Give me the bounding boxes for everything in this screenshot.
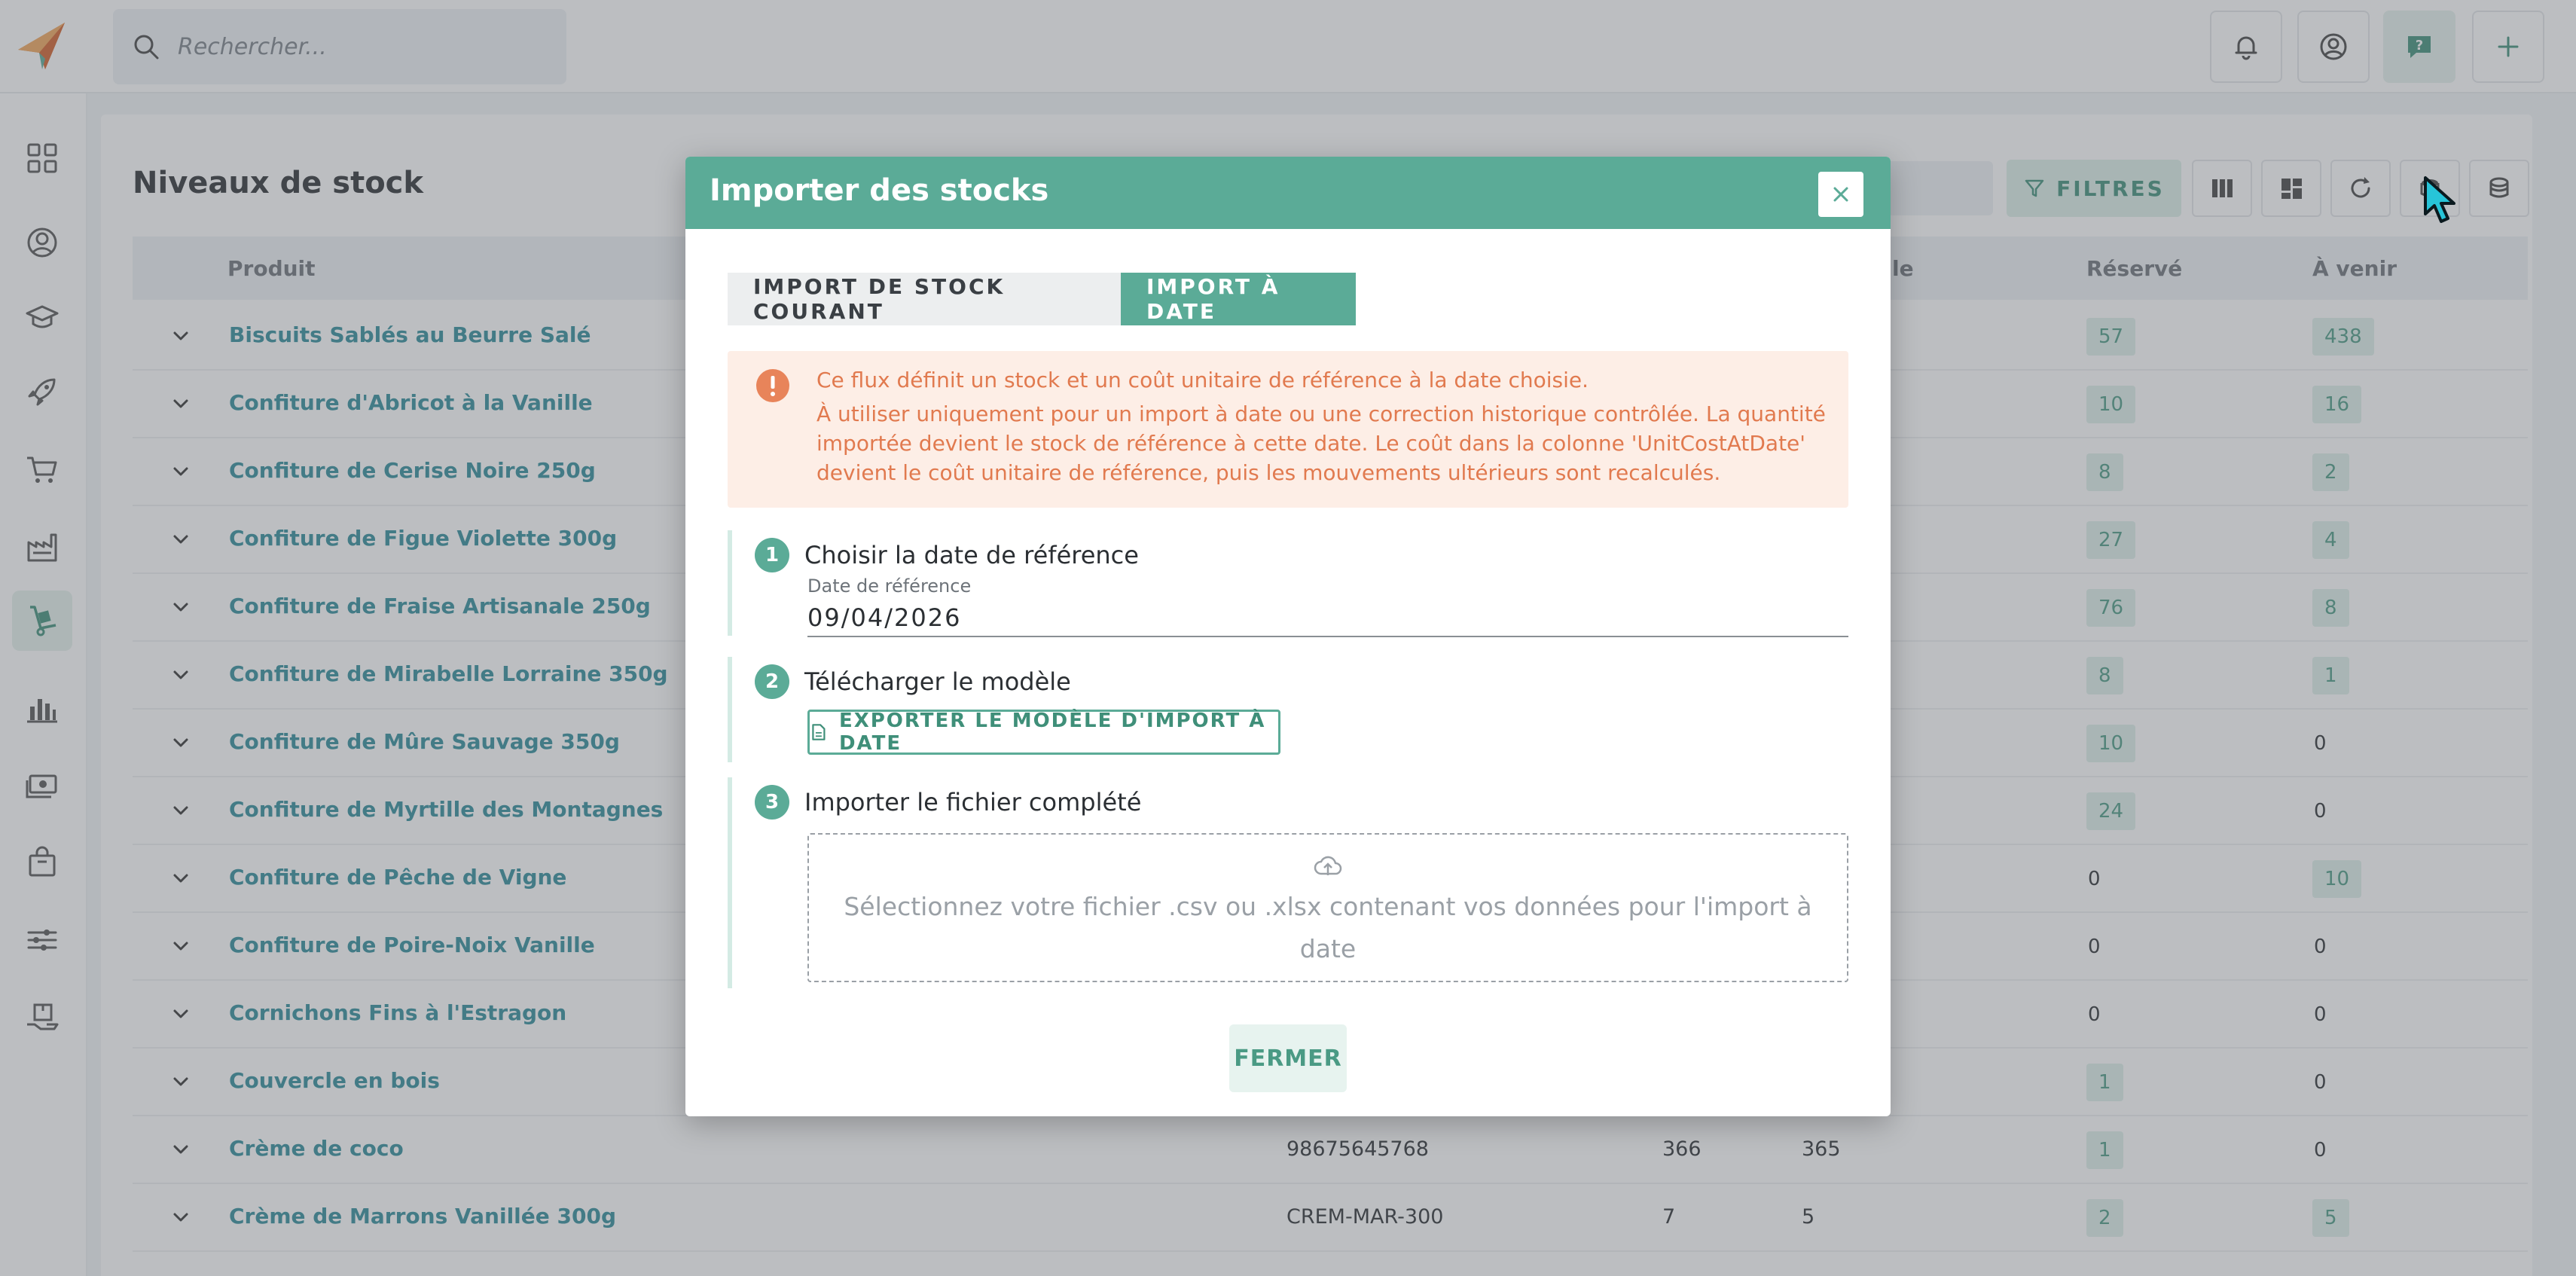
available-stock: 365 bbox=[1802, 1137, 1841, 1161]
close-dialog-button[interactable]: FERMER bbox=[1229, 1024, 1347, 1092]
page-title: Niveaux de stock bbox=[133, 166, 423, 200]
step-upload-file bbox=[728, 777, 1142, 988]
reserved-value: 8 bbox=[2086, 453, 2123, 491]
tab-dated-import[interactable]: IMPORT À DATE bbox=[1121, 273, 1356, 325]
product-name-link[interactable]: Couvercle en bois bbox=[229, 1068, 440, 1093]
reserved-value: 1 bbox=[2086, 1064, 2123, 1101]
reserved-value: 24 bbox=[2086, 792, 2135, 830]
step-number: 1 bbox=[755, 538, 789, 572]
product-name-link[interactable]: Cornichons Fins à l'Estragon bbox=[229, 1000, 567, 1025]
warning-alert bbox=[728, 351, 1848, 508]
product-name-link[interactable]: Confiture de Poire-Noix Vanille bbox=[229, 933, 595, 957]
product-code: 98675645768 bbox=[1286, 1137, 1429, 1161]
upcoming-value: 5 bbox=[2312, 1199, 2349, 1237]
tab-current-stock-import[interactable]: IMPORT DE STOCK COURANT bbox=[728, 273, 1121, 325]
import-stock-dialog bbox=[685, 157, 1891, 1116]
upcoming-value: 4 bbox=[2312, 521, 2349, 559]
product-name-link[interactable]: Confiture de Mûre Sauvage 350g bbox=[229, 729, 620, 754]
alert-details: À utiliser uniquement pour un import à date ou une correction historique contrôlée. La quantité importée devient le stock de référence à cette date. Le coût dans la colonne 'UnitCostAtDate' devient le coût unitaire de référence, puis les mouvements ultérieurs sont recalculés. bbox=[816, 401, 1826, 485]
product-name-link[interactable]: Confiture d'Abricot à la Vanille bbox=[229, 390, 593, 415]
reserved-value: 27 bbox=[2086, 521, 2135, 559]
close-button[interactable] bbox=[1818, 172, 1863, 217]
header-product[interactable]: Produit bbox=[227, 256, 316, 281]
step-title: Choisir la date de référence bbox=[804, 541, 1139, 569]
mouse-cursor-icon bbox=[2421, 175, 2458, 227]
upcoming-value: 8 bbox=[2312, 589, 2349, 627]
product-name-link[interactable]: Crème de Marrons Vanillée 300g bbox=[229, 1204, 616, 1229]
reserved-value: 10 bbox=[2086, 386, 2135, 423]
step-choose-date bbox=[728, 530, 1139, 636]
reference-date-input[interactable] bbox=[807, 600, 1848, 637]
reserved-value: 1 bbox=[2086, 1131, 2123, 1169]
alert-summary: Ce flux définit un stock et un coût unitaire de référence à la date choisie. bbox=[816, 368, 1589, 392]
filters-label: FILTRES bbox=[2056, 176, 2165, 201]
import-mode-tabs bbox=[728, 273, 1356, 325]
svg-text:?: ? bbox=[2415, 38, 2424, 53]
upcoming-value: 0 bbox=[2314, 1071, 2327, 1094]
upcoming-value: 0 bbox=[2314, 800, 2327, 823]
upcoming-value: 10 bbox=[2312, 860, 2361, 898]
step-number: 3 bbox=[755, 785, 789, 820]
date-field-label: Date de référence bbox=[807, 575, 972, 597]
cloud-upload-icon bbox=[1314, 853, 1342, 878]
reserved-value: 76 bbox=[2086, 589, 2135, 627]
header-upcoming[interactable]: À venir bbox=[2312, 256, 2397, 281]
export-label: EXPORTER LE MODÈLE D'IMPORT À DATE bbox=[838, 710, 1266, 755]
reserved-value: 57 bbox=[2086, 318, 2135, 356]
step-number: 2 bbox=[755, 664, 789, 699]
physical-stock: 366 bbox=[1662, 1137, 1702, 1161]
product-name-link[interactable]: Confiture de Figue Violette 300g bbox=[229, 526, 618, 551]
upcoming-value: 0 bbox=[2314, 936, 2327, 958]
reserved-value: 2 bbox=[2086, 1199, 2123, 1237]
product-code: CREM-MAR-300 bbox=[1286, 1205, 1444, 1229]
reserved-value: 10 bbox=[2086, 725, 2135, 762]
physical-stock: 7 bbox=[1662, 1205, 1676, 1229]
product-name-link[interactable]: Confiture de Mirabelle Lorraine 350g bbox=[229, 661, 668, 686]
dialog-header bbox=[685, 157, 1891, 229]
available-stock: 5 bbox=[1802, 1205, 1815, 1229]
upcoming-value: 2 bbox=[2312, 453, 2349, 491]
product-name-link[interactable]: Confiture de Pêche de Vigne bbox=[229, 865, 567, 890]
file-icon bbox=[810, 722, 827, 742]
step-title: Télécharger le modèle bbox=[804, 667, 1071, 696]
upcoming-value: 16 bbox=[2312, 386, 2361, 423]
dialog-title: Importer des stocks bbox=[710, 173, 1049, 208]
exclamation-icon bbox=[755, 368, 791, 404]
reserved-value: 0 bbox=[2088, 1003, 2101, 1026]
product-name-link[interactable]: Confiture de Cerise Noire 250g bbox=[229, 458, 596, 483]
product-name-link[interactable]: Crème de coco bbox=[229, 1136, 404, 1161]
dropzone-text: Sélectionnez votre fichier .csv ou .xlsx contenant vos données pour l'import à date bbox=[844, 892, 1812, 963]
step-title: Importer le fichier complété bbox=[804, 788, 1142, 817]
reserved-value: 0 bbox=[2088, 868, 2101, 890]
upcoming-value: 1 bbox=[2312, 657, 2349, 694]
product-name-link[interactable]: Confiture de Myrtille des Montagnes bbox=[229, 797, 664, 822]
header-reserved[interactable]: Réservé bbox=[2086, 256, 2183, 281]
reserved-value: 0 bbox=[2088, 936, 2101, 958]
upcoming-value: 438 bbox=[2312, 318, 2374, 356]
close-icon bbox=[1830, 184, 1851, 205]
product-name-link[interactable]: Confiture de Fraise Artisanale 250g bbox=[229, 594, 651, 618]
product-name-link[interactable]: Biscuits Sablés au Beurre Salé bbox=[229, 322, 591, 347]
upcoming-value: 0 bbox=[2314, 732, 2327, 755]
reserved-value: 8 bbox=[2086, 657, 2123, 694]
export-template-button[interactable] bbox=[807, 710, 1280, 755]
upcoming-value: 0 bbox=[2314, 1003, 2327, 1026]
upcoming-value: 0 bbox=[2314, 1139, 2327, 1162]
header-available[interactable]: le bbox=[1892, 256, 1914, 281]
file-dropzone[interactable] bbox=[807, 833, 1848, 982]
